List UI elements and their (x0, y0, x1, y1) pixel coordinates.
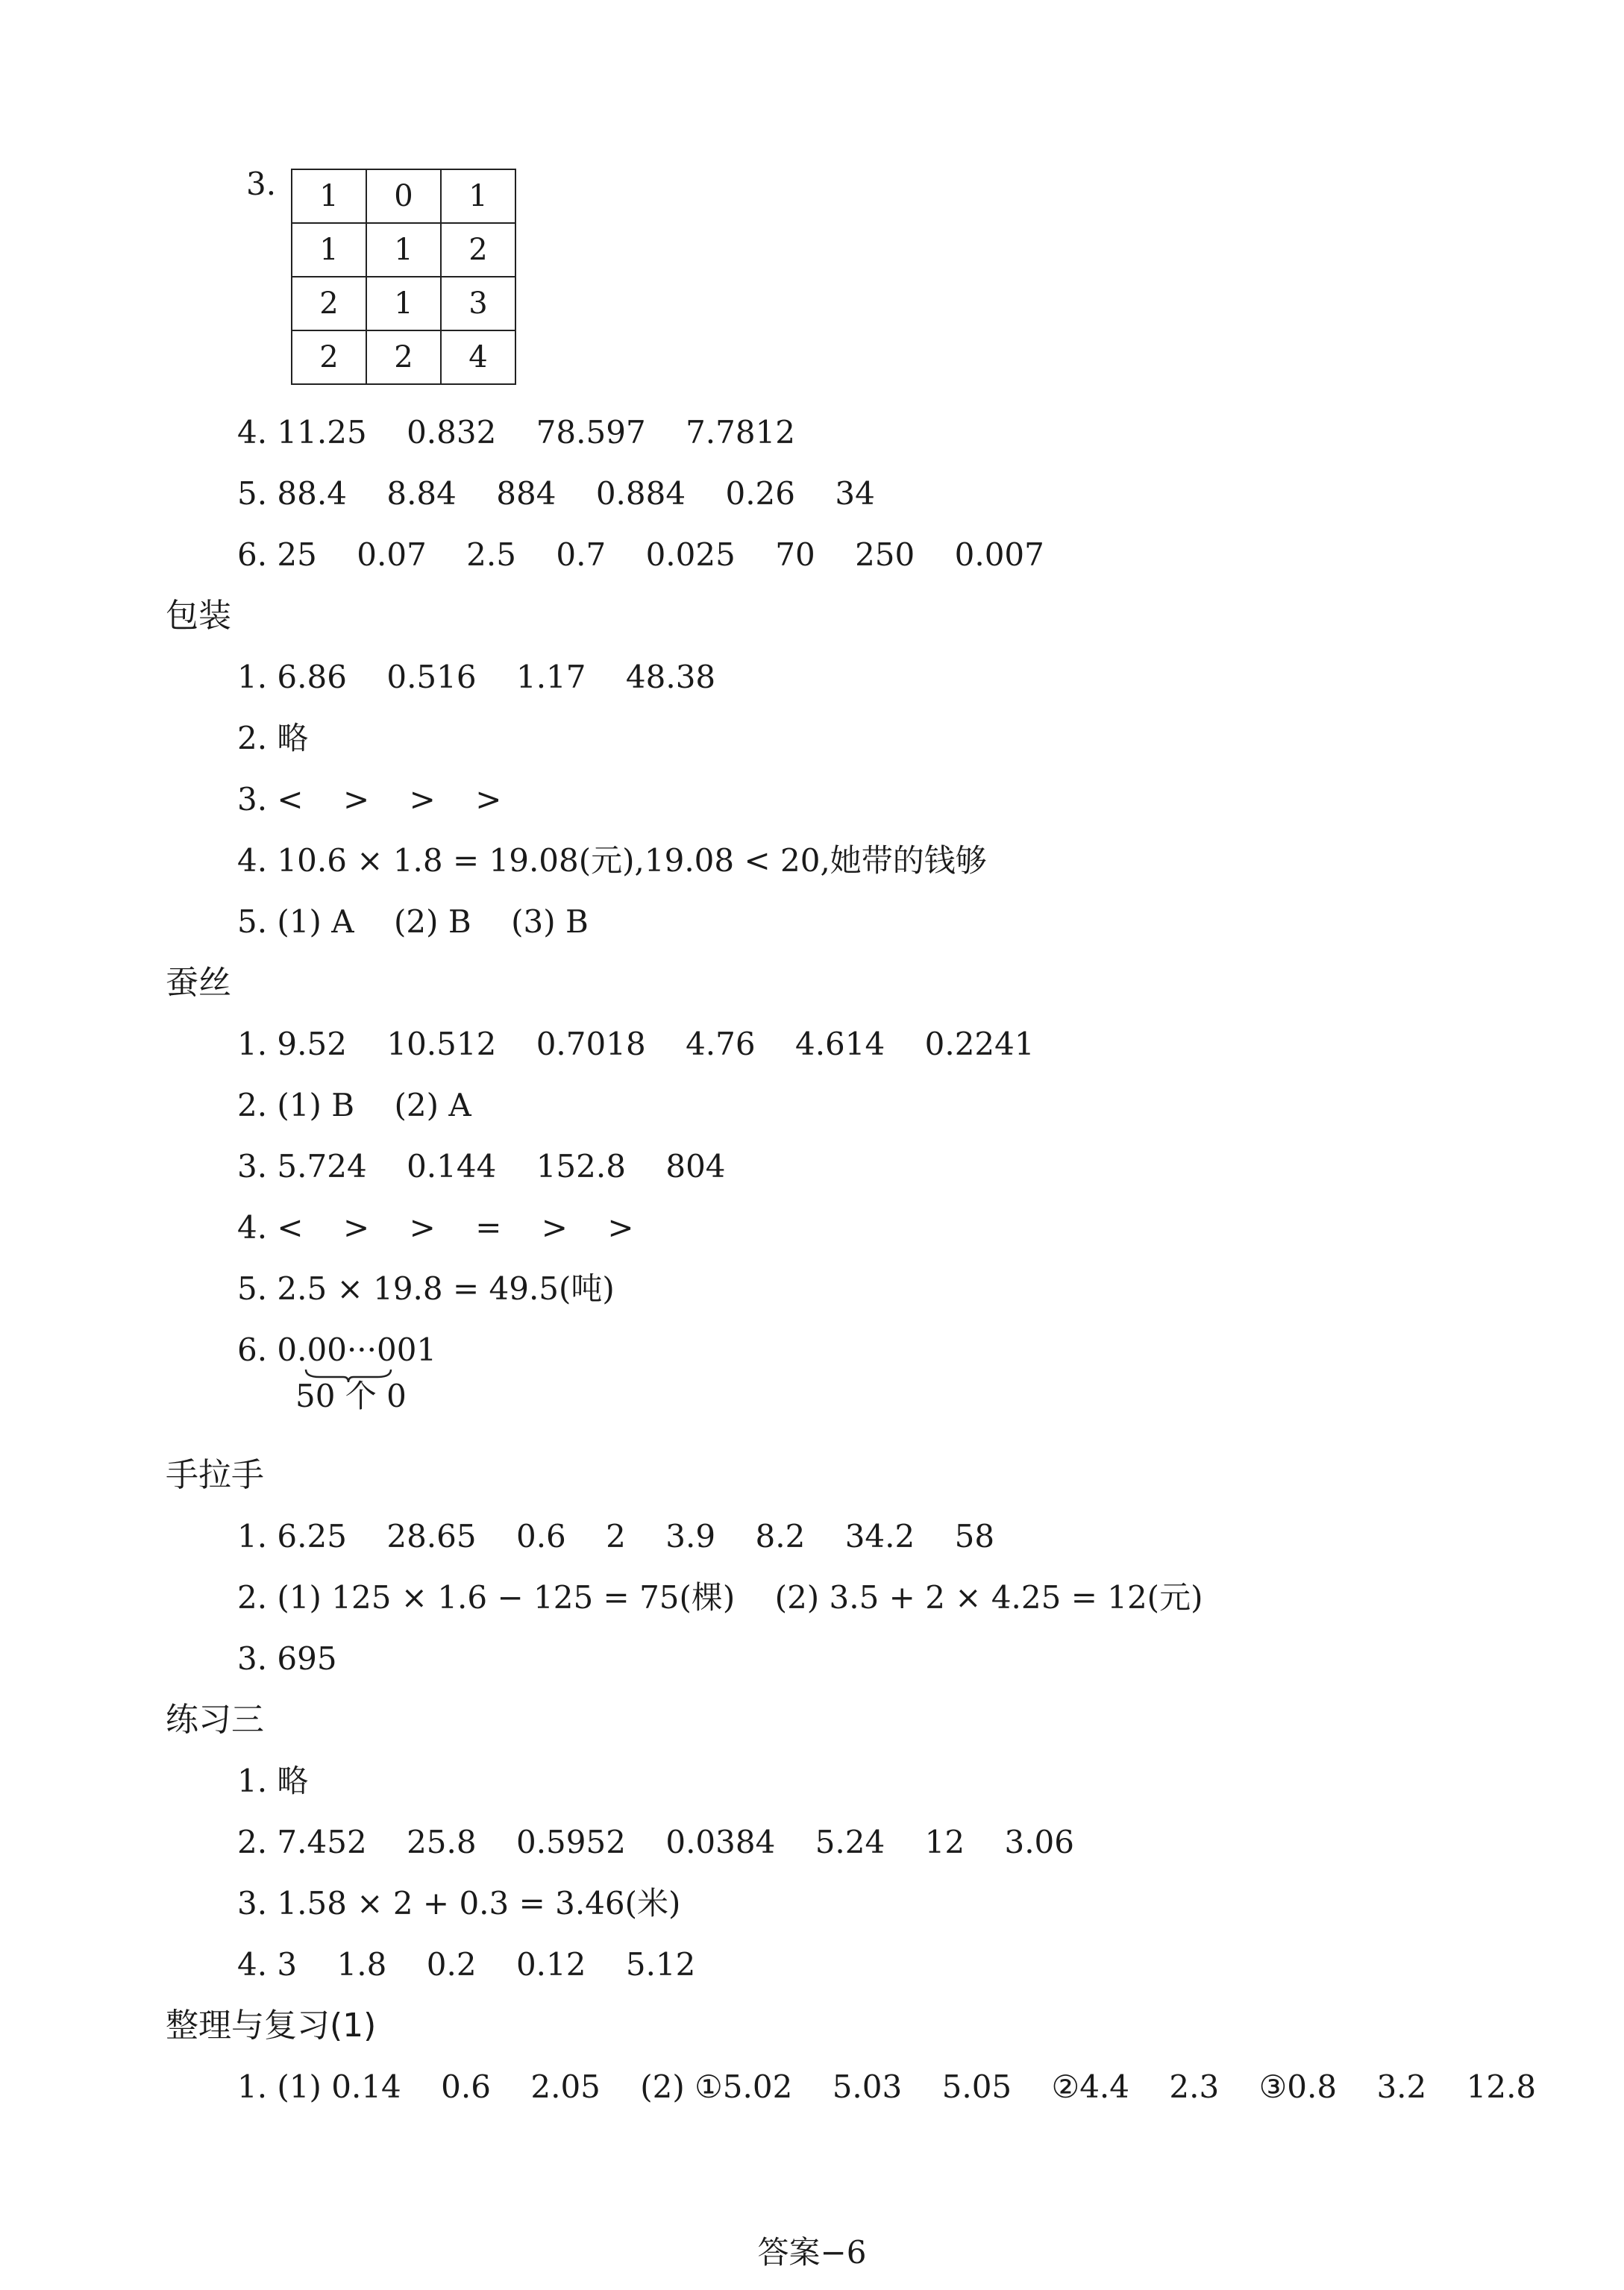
grid-row (292, 277, 515, 330)
answer-line: 3. < > > > (237, 781, 502, 818)
section-heading: 蚕丝 (166, 964, 231, 1002)
grid-cell: 2 (441, 223, 515, 277)
answer-line: 4. 3 1.8 0.2 0.12 5.12 (237, 1946, 696, 1983)
brace-note: 50 个 0 (295, 1378, 407, 1414)
answer-line: 1. 6.25 28.65 0.6 2 3.9 8.2 34.2 58 (237, 1518, 995, 1555)
page-footer: 答案−6 (757, 2234, 867, 2271)
answer-line: 3. 1.58 × 2 + 0.3 = 3.46(米) (237, 1885, 681, 1922)
answer-line: 1. 略 (237, 1763, 309, 1799)
section-heading: 整理与复习(1) (166, 2007, 377, 2045)
answer-line: 2. (1) B (2) A (237, 1087, 471, 1123)
answer-line: 1. 9.52 10.512 0.7018 4.76 4.614 0.2241 (237, 1026, 1035, 1062)
answer-line: 6. 0.00···001 (237, 1331, 437, 1368)
answer-line: 2. (1) 125 × 1.6 − 125 = 75(棵) (2) 3.5 + 2 × 4.25 = 12(元) (237, 1579, 1203, 1616)
answer-line: 5. 88.4 8.84 884 0.884 0.26 34 (237, 475, 875, 512)
answer-line: 6. 25 0.07 2.5 0.7 0.025 70 250 0.007 (237, 536, 1044, 573)
grid-row (292, 223, 515, 277)
grid-cell: 0 (366, 169, 441, 223)
grid-cell: 2 (366, 330, 441, 384)
answer-line: 4. < > > = > > (237, 1209, 634, 1246)
grid-cell: 2 (292, 330, 366, 384)
answer-grid (291, 169, 516, 385)
answer-line: 5. 2.5 × 19.8 = 49.5(吨) (237, 1270, 615, 1307)
grid-cell: 4 (441, 330, 515, 384)
answer-line: 3. 695 (237, 1640, 337, 1677)
grid-cell: 1 (366, 277, 441, 330)
grid-row (292, 330, 515, 384)
grid-cell: 1 (292, 169, 366, 223)
answer-line: 3. 5.724 0.144 152.8 804 (237, 1148, 726, 1185)
answer-line: 1. 6.86 0.516 1.17 48.38 (237, 659, 716, 695)
grid-label: 3. (246, 166, 277, 202)
grid-cell: 2 (292, 277, 366, 330)
grid-row (292, 169, 515, 223)
grid-cell: 1 (292, 223, 366, 277)
answer-line: 4. 10.6 × 1.8 = 19.08(元),19.08 < 20,她带的钱够 (237, 842, 987, 879)
answer-line: 2. 略 (237, 720, 309, 756)
section-heading: 练习三 (166, 1701, 264, 1739)
answer-line: 1. (1) 0.14 0.6 2.05 (2) ①5.02 5.03 5.05 ②4.4 2.3 ③0.8 3.2 12.8 (237, 2068, 1537, 2105)
grid-cell: 1 (441, 169, 515, 223)
answer-line: 5. (1) A (2) B (3) B (237, 903, 589, 940)
answer-line: 2. 7.452 25.8 0.5952 0.0384 5.24 12 3.06 (237, 1824, 1074, 1860)
answer-line: 4. 11.25 0.832 78.597 7.7812 (237, 414, 796, 451)
grid-cell: 1 (366, 223, 441, 277)
section-heading: 包装 (166, 597, 231, 635)
grid-cell: 3 (441, 277, 515, 330)
section-heading: 手拉手 (166, 1456, 264, 1494)
